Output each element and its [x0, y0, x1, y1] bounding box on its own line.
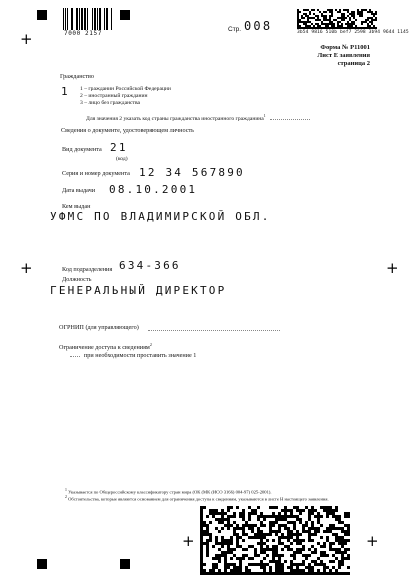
top-matrix-code — [297, 9, 377, 29]
bottom-matrix-code — [200, 506, 350, 576]
alignment-mark-bottom-right: + — [366, 532, 379, 550]
sheet-title: Лист Е заявления — [317, 52, 370, 59]
registration-mark-bottom-left — [37, 559, 47, 569]
citizenship-option-2: 2 – иностранный гражданин — [80, 93, 148, 99]
footnote-2-text: Обстоятельства, которые являются основанием для ограничения доступа к сведениям, указываются в листе Н настоящего заявления. — [68, 496, 329, 502]
form-title: Форма № Р11001 — [320, 44, 370, 51]
issued-by-value[interactable]: УФМС ПО ВЛАДИМИРСКОЙ ОБЛ. — [50, 210, 271, 223]
citizenship-option-1: 1 – гражданин Российской Федерации — [80, 86, 171, 92]
ogrnip-label: ОГРНИП (для управляющего) — [59, 324, 139, 331]
access-restriction-ref: 2 — [149, 342, 152, 347]
page-label: Стр. — [228, 26, 242, 33]
access-restriction-field[interactable] — [70, 356, 80, 357]
position-label: Должность — [62, 276, 92, 283]
form-barcode — [63, 8, 115, 30]
foreign-country-field[interactable] — [270, 119, 310, 120]
registration-mark-bottom-right — [120, 559, 130, 569]
division-code-value[interactable]: 634-366 — [119, 259, 181, 272]
doc-series-label: Серия и номер документа — [62, 170, 130, 177]
division-code-label: Код подразделения — [62, 266, 113, 273]
foreign-country-note-ref: 1 — [263, 113, 266, 118]
ogrnip-field[interactable] — [148, 330, 280, 331]
citizenship-option-3: 3 – лицо без гражданства — [80, 100, 141, 106]
access-restriction-text: Ограничение доступа к сведениям — [59, 344, 150, 352]
doc-type-value[interactable]: 21 — [110, 141, 128, 154]
issue-date-value[interactable]: 08.10.2001 — [109, 183, 198, 196]
barcode-digits: 7000 2157 — [64, 30, 102, 37]
foreign-country-note — [86, 112, 266, 123]
footnote-1-text: Указывается по Общероссийскому классификатору стран мира (ОК (МК (ИСО 3166) 004-97) 025-2001). — [68, 489, 272, 495]
page-subtitle: страница 2 — [337, 60, 370, 67]
citizenship-value: 1 — [61, 85, 70, 98]
issued-by-label: Кем выдан — [62, 203, 91, 210]
footnote-2 — [65, 494, 329, 503]
footnote-2-ref: 2 — [65, 495, 67, 499]
top-matrix-caption: 3b54 9816 510b bef7 2598 3b94 9644 1145 — [297, 30, 409, 35]
citizenship-label: Гражданство — [60, 73, 94, 80]
alignment-mark-right-mid: + — [386, 259, 399, 277]
alignment-mark-left-top: + — [20, 30, 33, 48]
alignment-mark-bottom-left: + — [182, 532, 195, 550]
position-value[interactable]: ГЕНЕРАЛЬНЫЙ ДИРЕКТОР — [50, 284, 227, 297]
access-restriction-label — [59, 341, 152, 352]
page-number: 008 — [244, 19, 273, 33]
alignment-mark-left-mid: + — [20, 259, 33, 277]
identity-doc-section-label: Сведения о документе, удостоверяющем личность — [61, 127, 194, 134]
registration-mark-top-right — [120, 10, 130, 20]
access-restriction-hint: при необходимости проставить значение 1 — [84, 352, 197, 359]
registration-mark-top-left — [37, 10, 47, 20]
doc-type-code-hint: (код) — [116, 156, 128, 162]
doc-type-label: Вид документа — [62, 146, 102, 153]
footnote-1-ref: 1 — [65, 488, 67, 492]
foreign-country-note-text: Для значения 2 указать код страны гражданства иностранного гражданина — [86, 115, 264, 122]
issue-date-label: Дата выдачи — [62, 187, 96, 194]
doc-series-value[interactable]: 12 34 567890 — [139, 166, 245, 179]
